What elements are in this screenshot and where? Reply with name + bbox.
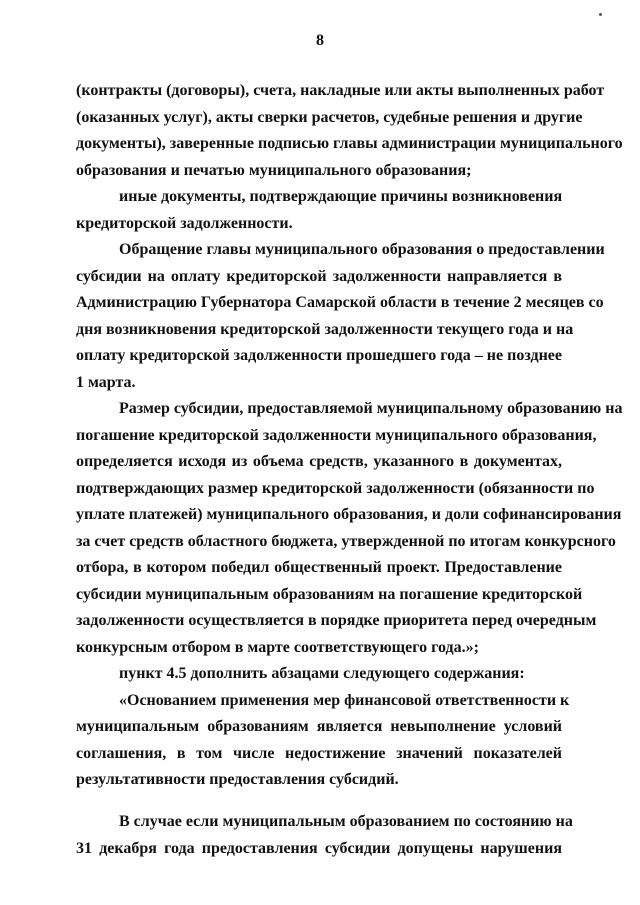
text-line: «Основанием применения мер финансовой ответственности к (119, 692, 570, 709)
text-line: определяется исходя из объема средств, указанного в документах, (76, 453, 562, 470)
text-line: кредиторской задолженности. (76, 215, 293, 232)
text-line: уплате платежей) муниципального образования, и доли софинансирования (76, 506, 622, 523)
text-line: субсидии на оплату кредиторской задолженности направляется в (76, 268, 562, 285)
text-line: отбора, в котором победил общественный проект. Предоставление (76, 559, 562, 576)
text-line: погашение кредиторской задолженности муниципального образования, (76, 427, 597, 444)
text-line: документы), заверенные подписью главы администрации муниципального (76, 135, 623, 152)
text-line: пункт 4.5 дополнить абзацами следующего содержания: (119, 665, 525, 682)
text-line: иные документы, подтверждающие причины возникновения (119, 188, 563, 205)
text-line: за счет средств областного бюджета, утвержденной по итогам конкурсного (76, 533, 616, 550)
text-line: муниципальным образованиям является невыполнение условий (76, 718, 562, 735)
text-line: задолженности осуществляется в порядке приоритета перед очередным (76, 612, 597, 629)
text-line: (контракты (договоры), счета, накладные или акты выполненных работ (76, 82, 605, 99)
text-line: Администрацию Губернатора Самарской области в течение 2 месяцев со (76, 294, 604, 311)
text-line: дня возникновения кредиторской задолженности текущего года и на (76, 321, 574, 338)
text-line: В случае если муниципальным образованием по состоянию на (119, 813, 573, 830)
page-number: 8 (316, 32, 324, 49)
text-line: подтверждающих размер кредиторской задолженности (обязанности по (76, 480, 595, 497)
text-line: конкурсным отбором в марте соответствующего года.»; (76, 639, 479, 656)
text-line: результативности предоставления субсидий. (76, 771, 399, 788)
text-line: 31 декабря года предоставления субсидии допущены нарушения (76, 840, 562, 857)
text-line: оплату кредиторской задолженности прошедшего года – не позднее (76, 347, 562, 364)
text-line: Размер субсидии, предоставляемой муниципальному образованию на (119, 400, 623, 417)
text-line: субсидии муниципальным образованиям на погашение кредиторской (76, 586, 583, 603)
text-line: 1 марта. (76, 374, 136, 391)
text-line: соглашения, в том числе недостижение значений показателей (76, 745, 562, 762)
text-line: Обращение главы муниципального образования о предоставлении (119, 241, 605, 258)
text-line: образования и печатью муниципального образования; (76, 162, 472, 179)
scan-dot (599, 13, 602, 16)
text-line: (оказанных услуг), акты сверки расчетов, судебные решения и другие (76, 109, 583, 126)
